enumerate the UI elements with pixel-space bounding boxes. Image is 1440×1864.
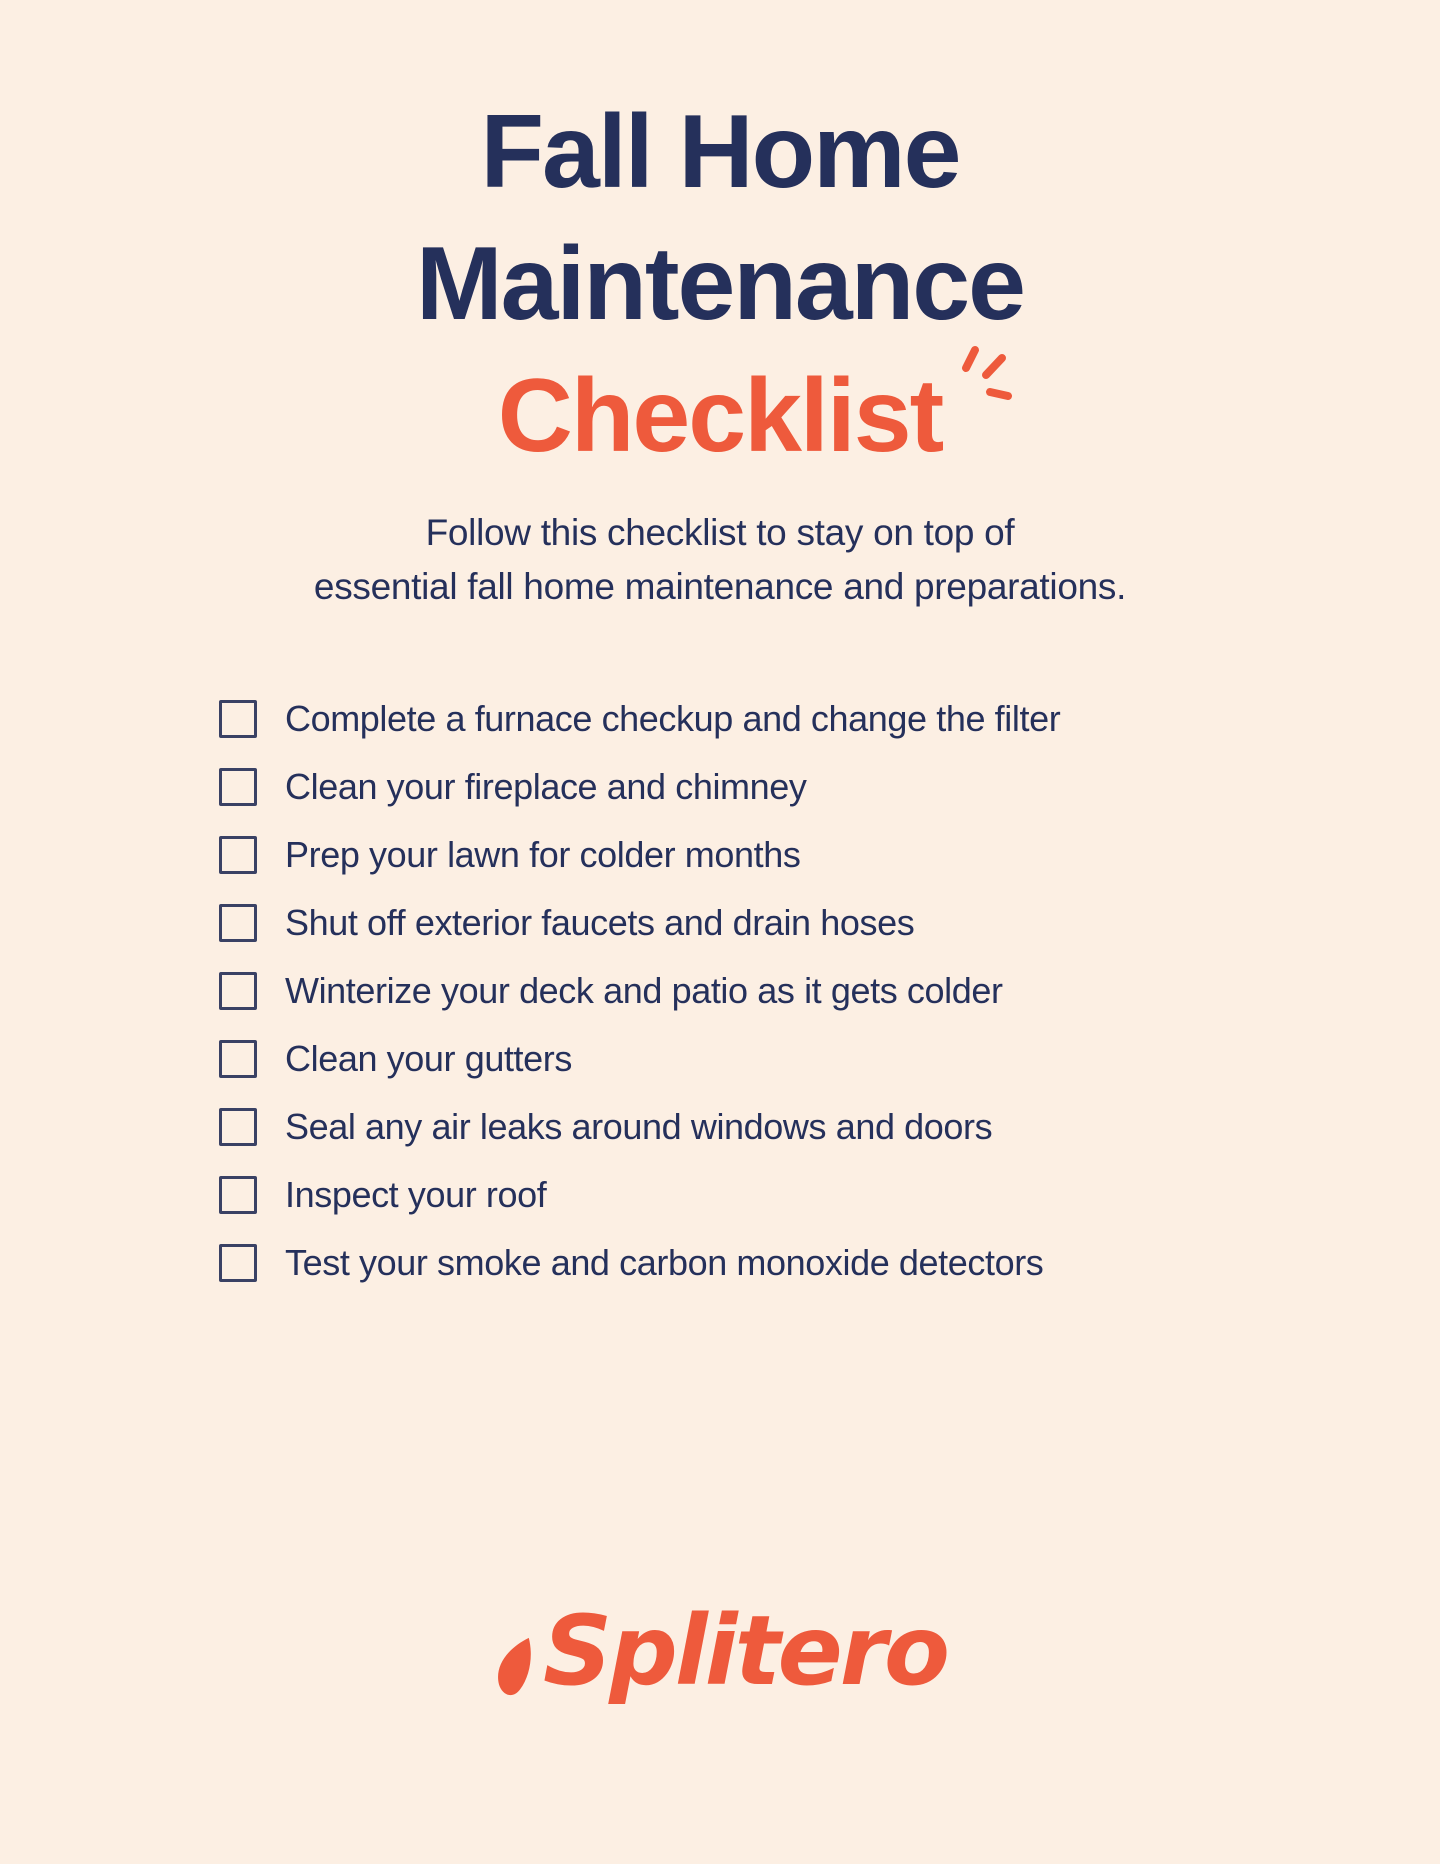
checklist-item-label: Clean your gutters bbox=[285, 1038, 572, 1079]
checkbox-unchecked[interactable] bbox=[219, 1244, 257, 1282]
leaf-icon bbox=[489, 1635, 543, 1703]
checklist-item-label: Prep your lawn for colder months bbox=[285, 834, 801, 875]
sparkle-burst-icon bbox=[958, 342, 1014, 406]
checklist-item-label: Complete a furnace checkup and change the filter bbox=[285, 698, 1061, 739]
title-line-2: Maintenance bbox=[416, 226, 1024, 342]
checklist-item bbox=[219, 1176, 1320, 1214]
checklist-item bbox=[219, 904, 1320, 942]
title-line-1: Fall Home bbox=[480, 94, 960, 210]
checklist-item-label: Clean your fireplace and chimney bbox=[285, 766, 807, 807]
intro-line-2: essential fall home maintenance and preparations. bbox=[313, 566, 1127, 607]
checkbox-unchecked[interactable] bbox=[219, 700, 257, 738]
checkbox-unchecked[interactable] bbox=[219, 904, 257, 942]
splitero-logo bbox=[0, 1596, 1440, 1711]
checklist-item-label: Test your smoke and carbon monoxide detectors bbox=[285, 1242, 1044, 1283]
checkbox-unchecked[interactable] bbox=[219, 1108, 257, 1146]
checklist-item bbox=[219, 1040, 1320, 1078]
checkbox-unchecked[interactable] bbox=[219, 768, 257, 806]
checklist-item bbox=[219, 1108, 1320, 1146]
checklist-item-label: Shut off exterior faucets and drain hoses bbox=[285, 902, 915, 943]
checklist bbox=[219, 700, 1320, 1282]
checklist-item-label: Seal any air leaks around windows and doors bbox=[285, 1106, 993, 1147]
checklist-item-label: Winterize your deck and patio as it gets colder bbox=[285, 970, 1003, 1011]
checklist-item bbox=[219, 1244, 1320, 1282]
intro-text bbox=[0, 506, 1440, 614]
checklist-item bbox=[219, 768, 1320, 806]
checklist-item bbox=[219, 836, 1320, 874]
title-line-3-accent: Checklist bbox=[498, 350, 942, 482]
intro-line-1: Follow this checklist to stay on top of bbox=[425, 512, 1015, 553]
page-title bbox=[0, 86, 1440, 482]
checklist-item bbox=[219, 972, 1320, 1010]
checklist-item bbox=[219, 700, 1320, 738]
checkbox-unchecked[interactable] bbox=[219, 1176, 257, 1214]
checklist-item-label: Inspect your roof bbox=[285, 1174, 547, 1215]
checkbox-unchecked[interactable] bbox=[219, 1040, 257, 1078]
checkbox-unchecked[interactable] bbox=[219, 836, 257, 874]
logo-wordmark: Splitero bbox=[543, 1595, 947, 1707]
checkbox-unchecked[interactable] bbox=[219, 972, 257, 1010]
